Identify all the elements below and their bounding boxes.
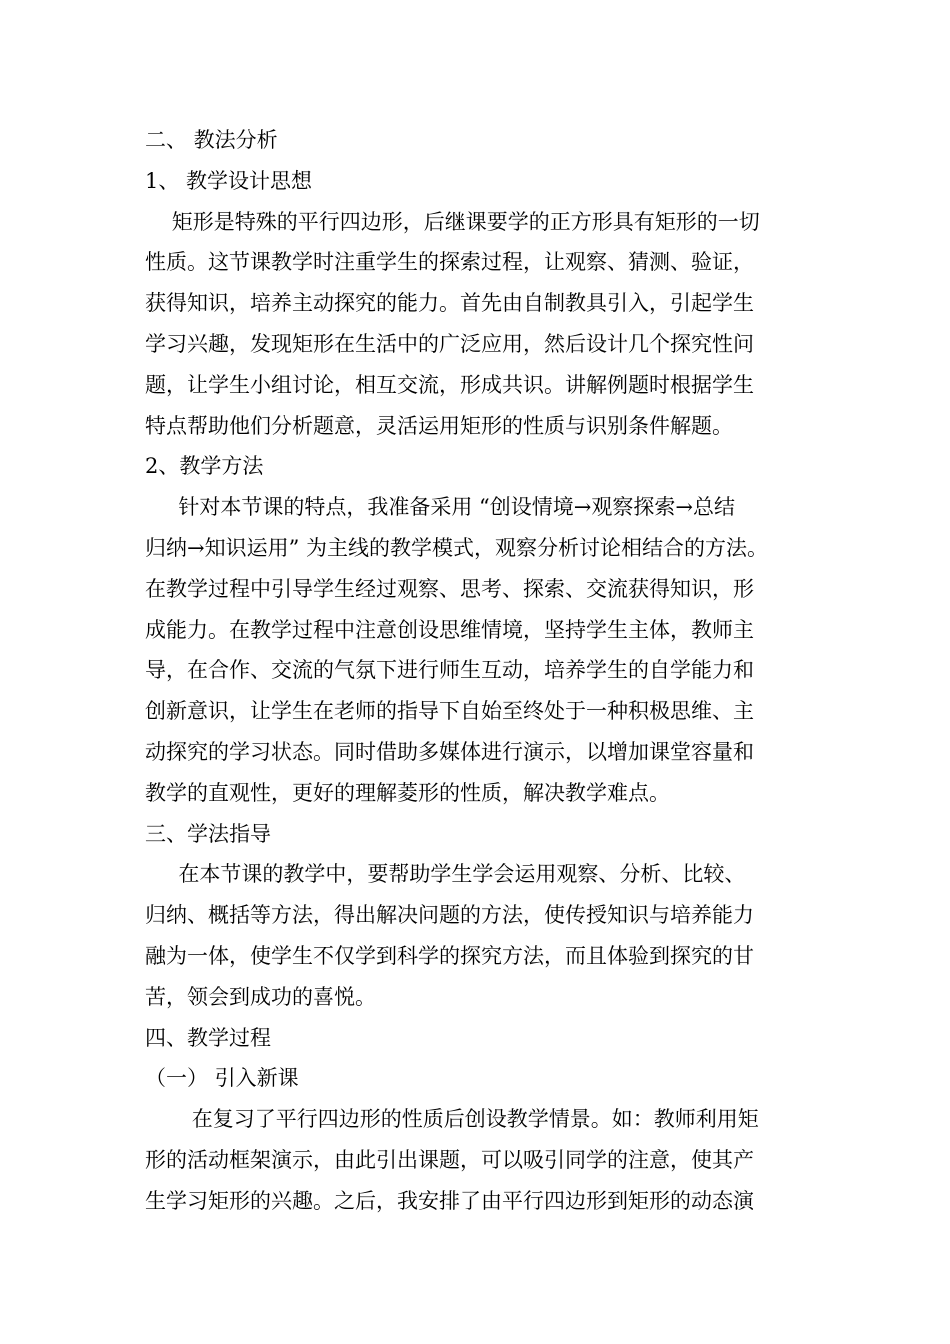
paragraph-line: 针对本节课的特点，我准备采用 “创设情境→观察探索→总结 (145, 495, 735, 520)
subsection-heading-design-idea: 1、 教学设计思想 (145, 168, 313, 193)
section-heading-study-guidance: 三、学法指导 (145, 821, 271, 846)
paragraph-line: 动探究的学习状态。同时借助多媒体进行演示，以增加课堂容量和 (145, 739, 754, 764)
section-heading-teaching-method-analysis: 二、 教法分析 (145, 128, 278, 152)
paragraph-line: 学习兴趣，发现矩形在生活中的广泛应用，然后设计几个探究性问 (145, 331, 754, 356)
paragraph-line: 性质。这节课教学时注重学生的探索过程，让观察、猜测、验证， (145, 250, 754, 275)
document-body (145, 120, 815, 1222)
paragraph-line: 生学习矩形的兴趣。之后，我安排了由平行四边形到矩形的动态演 (145, 1188, 754, 1213)
paragraph-line: 创新意识，让学生在老师的指导下自始至终处于一种积极思维、主 (145, 699, 754, 724)
paragraph-line: 归纳、概括等方法，得出解决问题的方法，使传授知识与培养能力 (145, 903, 754, 928)
paragraph-line: 成能力。在教学过程中注意创设思维情境，坚持学生主体，教师主 (145, 617, 754, 642)
paragraph-line: 矩形是特殊的平行四边形，后继课要学的正方形具有矩形的一切 (145, 209, 760, 234)
paragraph-line: 在教学过程中引导学生经过观察、思考、探索、交流获得知识，形 (145, 576, 754, 601)
subsection-heading-introduce-new-lesson: （一） 引入新课 (145, 1066, 299, 1091)
subsection-heading-teaching-methods: 2、教学方法 (145, 454, 264, 479)
paragraph-line: 题，让学生小组讨论，相互交流，形成共识。讲解例题时根据学生 (145, 372, 754, 397)
paragraph-line: 教学的直观性，更好的理解菱形的性质，解决教学难点。 (145, 780, 670, 805)
paragraph-line: 特点帮助他们分析题意，灵活运用矩形的性质与识别条件解题。 (145, 413, 733, 438)
section-heading-teaching-process: 四、教学过程 (145, 1025, 271, 1050)
paragraph-line: 在复习了平行四边形的性质后创设教学情景。如：教师利用矩 (145, 1107, 759, 1132)
paragraph-line: 苦，领会到成功的喜悦。 (145, 984, 376, 1009)
paragraph-line: 在本节课的教学中，要帮助学生学会运用观察、分析、比较、 (145, 862, 746, 887)
paragraph-line: 获得知识，培养主动探究的能力。首先由自制教具引入，引起学生 (145, 291, 754, 316)
paragraph-line: 导，在合作、交流的气氛下进行师生互动，培养学生的自学能力和 (145, 658, 754, 683)
paragraph-line: 形的活动框架演示，由此引出课题，可以吸引同学的注意，使其产 (145, 1147, 754, 1172)
paragraph-line: 融为一体，使学生不仅学到科学的探究方法，而且体验到探究的甘 (145, 943, 754, 968)
paragraph-line: 归纳→知识运用” 为主线的教学模式，观察分析讨论相结合的方法。 (145, 535, 769, 560)
